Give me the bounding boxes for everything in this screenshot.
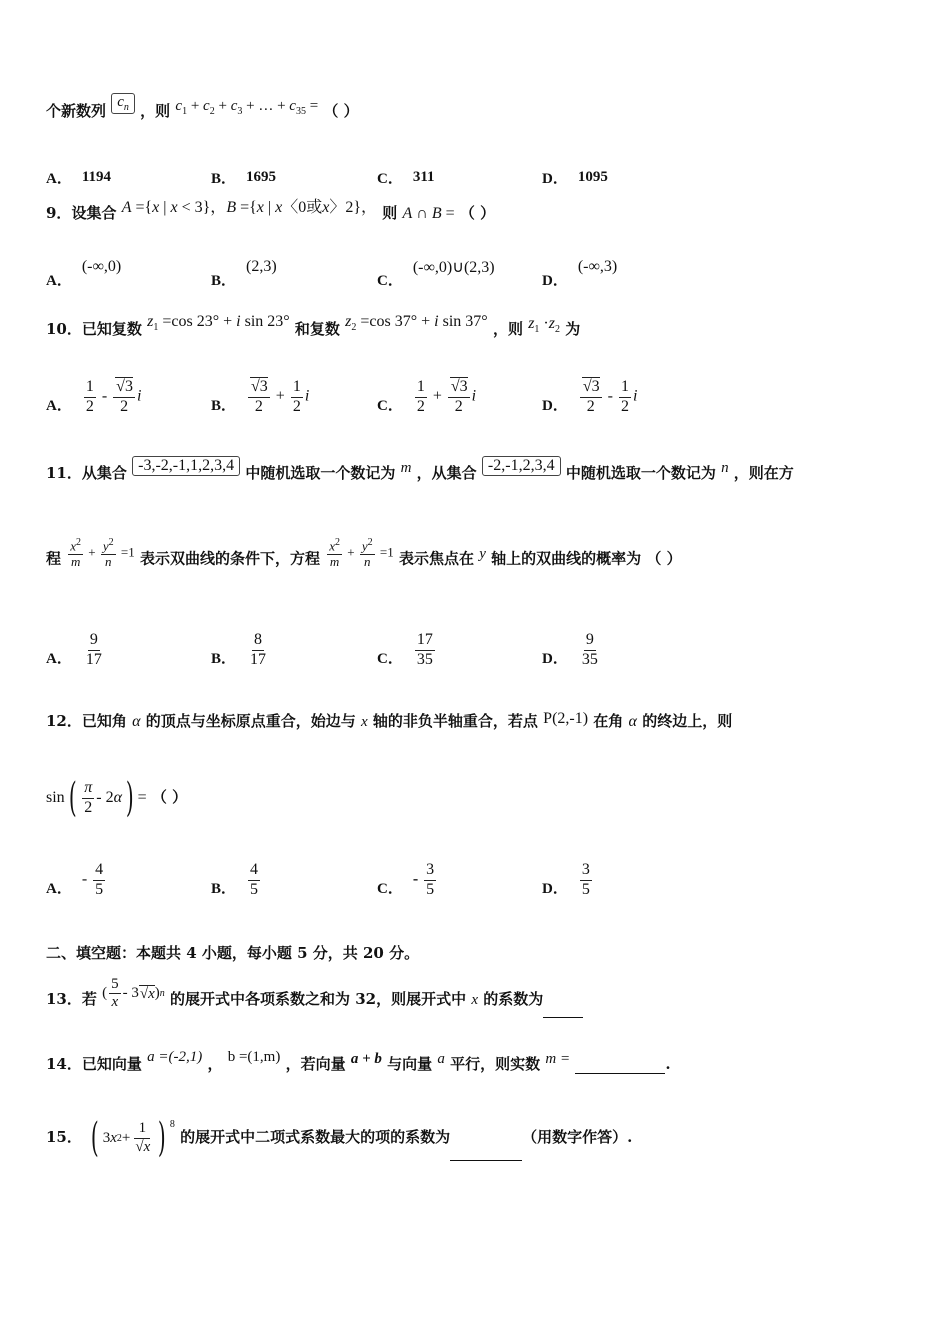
binomial-expression-15: ( 3 x 2 + $\frac{1}{√x}$ ) $^8$ xyxy=(91,1115,175,1161)
q12-option-d[interactable]: D． $\frac{3}{5}$ xyxy=(542,861,590,898)
q11-option-a[interactable]: A． $\frac{9}{17}$ xyxy=(46,631,102,668)
q12-stem-line1: 12．已知角 α 的顶点与坐标原点重合，始边与 x 轴的非负半轴重合，若点 P(2,-1) 在角 α 的终边上，则 xyxy=(46,710,733,730)
z2-expression: $z_2 =\cos$ 37° + i sin 37° xyxy=(345,313,488,334)
q9-stem: 9．设集合 A ={x | x < 3}，B ={x | x〈0或x〉2}， 则 A ∩ B = （ ） xyxy=(46,199,496,222)
q15-stem: 15． ( 3 x 2 + $\frac{1}{√x}$ ) $^8$ 的展开式中二项式系数最大的项的系数为 （用数字作答）. xyxy=(46,1115,633,1161)
q11-stem-line1: 11．从集合 -3,-2,-1,1,2,3,4 中随机选取一个数记为 m ，从集合 -2,-1,2,3,4 中随机选取一个数记为 n ，则在方 xyxy=(46,457,794,482)
q13-answer-blank[interactable] xyxy=(543,1017,583,1018)
q10-option-a[interactable]: A． $\frac{1}{2}$ - $\frac{√3}{2}$ i xyxy=(46,378,142,415)
q14-stem: 14．已知向量 a =(-2,1) ， b =(1,m) ，若向量 a + b 与向量 a 平行，则实数 m = . xyxy=(46,1049,671,1073)
q13-stem: 13．若 ( $\frac{5}{x}$ - 3 √x ) n 的展开式中各项系数之和为 32，则展开式中 x 的系数为 xyxy=(46,982,583,1018)
q11-option-d[interactable]: D． $\frac{9}{35}$ xyxy=(542,631,598,668)
q9-option-d[interactable]: D． (-∞,3) xyxy=(542,258,618,289)
q8-option-a[interactable]: A． 1194 xyxy=(46,168,112,187)
q12-options xyxy=(46,858,906,902)
q9-option-a[interactable]: A． (-∞,0) xyxy=(46,258,122,289)
set-definition: A ={x | x < 3}，B ={x | x〈0或x〉2}， xyxy=(121,199,378,216)
section-2-title: 二、填空题：本题共 4 小题，每小题 5 分，共 20 分。 xyxy=(46,944,420,962)
z1-z2-product: $z_1 \cdot z_2$ xyxy=(528,315,560,336)
set-1: -3,-2,-1,1,2,3,4 xyxy=(132,456,240,476)
q9-option-c[interactable]: C． (-∞,0)∪(2,3) xyxy=(377,259,495,289)
sum-expression: $c_1 + c_2 + c_3$ + … + $c_{35}$ = xyxy=(175,98,319,117)
q8-stem: 个新数列 $c_n$ ，则 $c_1 + c_2 + c_3$ + … + $c_{35}$ = （ ） xyxy=(46,94,359,120)
z1-expression: $z_1 =\cos$ 23° + i sin 23° xyxy=(147,313,290,334)
q12-option-c[interactable]: C． - $\frac{3}{5}$ xyxy=(377,861,435,898)
sequence-c-n: $c_n$ xyxy=(111,93,135,114)
q10-options xyxy=(46,375,906,419)
q10-option-c[interactable]: C． $\frac{1}{2}$ + $\frac{√3}{2}$ i xyxy=(377,378,477,415)
q9-option-b[interactable]: B． (2,3) xyxy=(211,258,277,289)
q8-option-d[interactable]: D． 1095 xyxy=(542,168,608,187)
binomial-expression-13: ( $\frac{5}{x}$ - 3 √x ) n xyxy=(102,976,165,1011)
q12-stem-line2: sin ( $\frac{\pi}{2}$ - 2 α ) = （ ） xyxy=(46,775,188,821)
q12-option-a[interactable]: A． - $\frac{4}{5}$ xyxy=(46,861,104,898)
hyperbola-eq-1: $\frac{x^2}{m}$ + $\frac{y^2}{n}$ =1 xyxy=(70,537,135,570)
q12-option-b[interactable]: B． $\frac{4}{5}$ xyxy=(211,861,259,898)
sin-expression: sin ( $\frac{\pi}{2}$ - 2 α ) = xyxy=(46,775,147,821)
q8-options xyxy=(46,148,906,192)
q8-option-c[interactable]: C． 311 xyxy=(377,168,435,187)
q11-stem-line2: 程 $\frac{x^2}{m}$ + $\frac{y^2}{n}$ =1 表示双曲线的条件下，方程 $\frac{x^2}{m}$ + $\frac{y^2}{n}$ =1 表示焦点在 y 轴上的双曲线的概率为 （ ） xyxy=(46,537,682,570)
q14-answer-blank[interactable] xyxy=(575,1073,665,1074)
q11-options xyxy=(46,628,906,672)
q10-stem: 10．已知复数 $z_1 =\cos$ 23° + i sin 23° 和复数 $z_2 =\cos$ 37° + i sin 37° ，则 $z_1 \cdot z_2$ 为 xyxy=(46,313,581,338)
q15-answer-blank[interactable] xyxy=(450,1160,522,1161)
q11-option-b[interactable]: B． $\frac{8}{17}$ xyxy=(211,631,267,668)
set-2: -2,-1,2,3,4 xyxy=(482,456,561,476)
q9-options xyxy=(46,250,906,294)
q11-option-c[interactable]: C． $\frac{17}{35}$ xyxy=(377,631,433,668)
q8-option-b[interactable]: B． 1695 xyxy=(211,168,277,187)
hyperbola-eq-2: $\frac{x^2}{m}$ + $\frac{y^2}{n}$ =1 xyxy=(329,537,394,570)
q10-option-d[interactable]: D． $\frac{√3}{2}$ - $\frac{1}{2}$ i xyxy=(542,378,638,415)
q10-option-b[interactable]: B． $\frac{√3}{2}$ + $\frac{1}{2}$ i xyxy=(211,378,310,415)
